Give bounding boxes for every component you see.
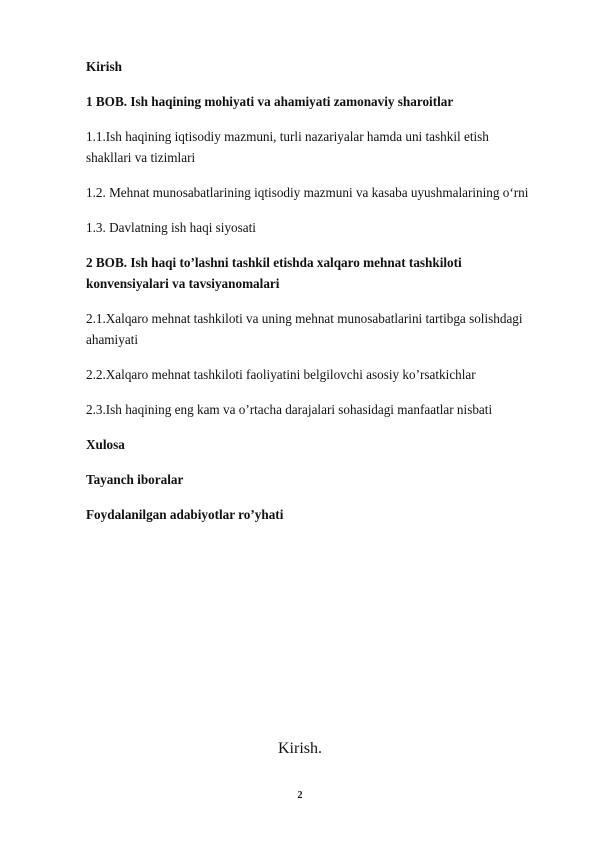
section-heading: Kirish. (278, 740, 322, 757)
page-number: 2 (297, 790, 303, 801)
toc-entry-section-2-1: 2.1.Xalqaro mehnat tashkiloti va uning mehnat munosabatlarini tartibga solishdagi ahamiyati (86, 311, 523, 347)
toc-entry-conclusion: Xulosa (86, 437, 125, 452)
toc-entry-section-1-3: 1.3. Davlatning ish haqi siyosati (86, 220, 256, 235)
toc-entry-section-2-2: 2.2.Xalqaro mehnat tashkiloti faoliyatini belgilovchi asosiy ko’rsatkichlar (86, 367, 476, 382)
toc-entry-section-1-2: 1.2. Mehnat munosabatlarining iqtisodiy mazmuni va kasaba uyushmalarining o‘rni (86, 185, 529, 200)
table-of-contents (86, 56, 546, 525)
toc-entry-section-1-1: 1.1.Ish haqining iqtisodiy mazmuni, turli nazariyalar hamda uni tashkil etish shakllari va tizimlari (86, 129, 489, 165)
toc-entry-section-2-3: 2.3.Ish haqining eng kam va o’rtacha darajalari sohasidagi manfaatlar nisbati (86, 402, 493, 417)
toc-entry-introduction: Kirish (86, 59, 122, 74)
toc-entry-key-terms: Tayanch iboralar (86, 472, 184, 487)
toc-entry-references: Foydalanilgan adabiyotlar ro’yhati (86, 507, 284, 522)
toc-entry-chapter-2: 2 BOB. Ish haqi to’lashni tashkil etishda xalqaro mehnat tashkiloti konvensiyalari va tavsiyanomalari (86, 255, 462, 291)
toc-entry-chapter-1: 1 BOB. Ish haqining mohiyati va ahamiyati zamonaviy sharoitlar (86, 94, 454, 109)
